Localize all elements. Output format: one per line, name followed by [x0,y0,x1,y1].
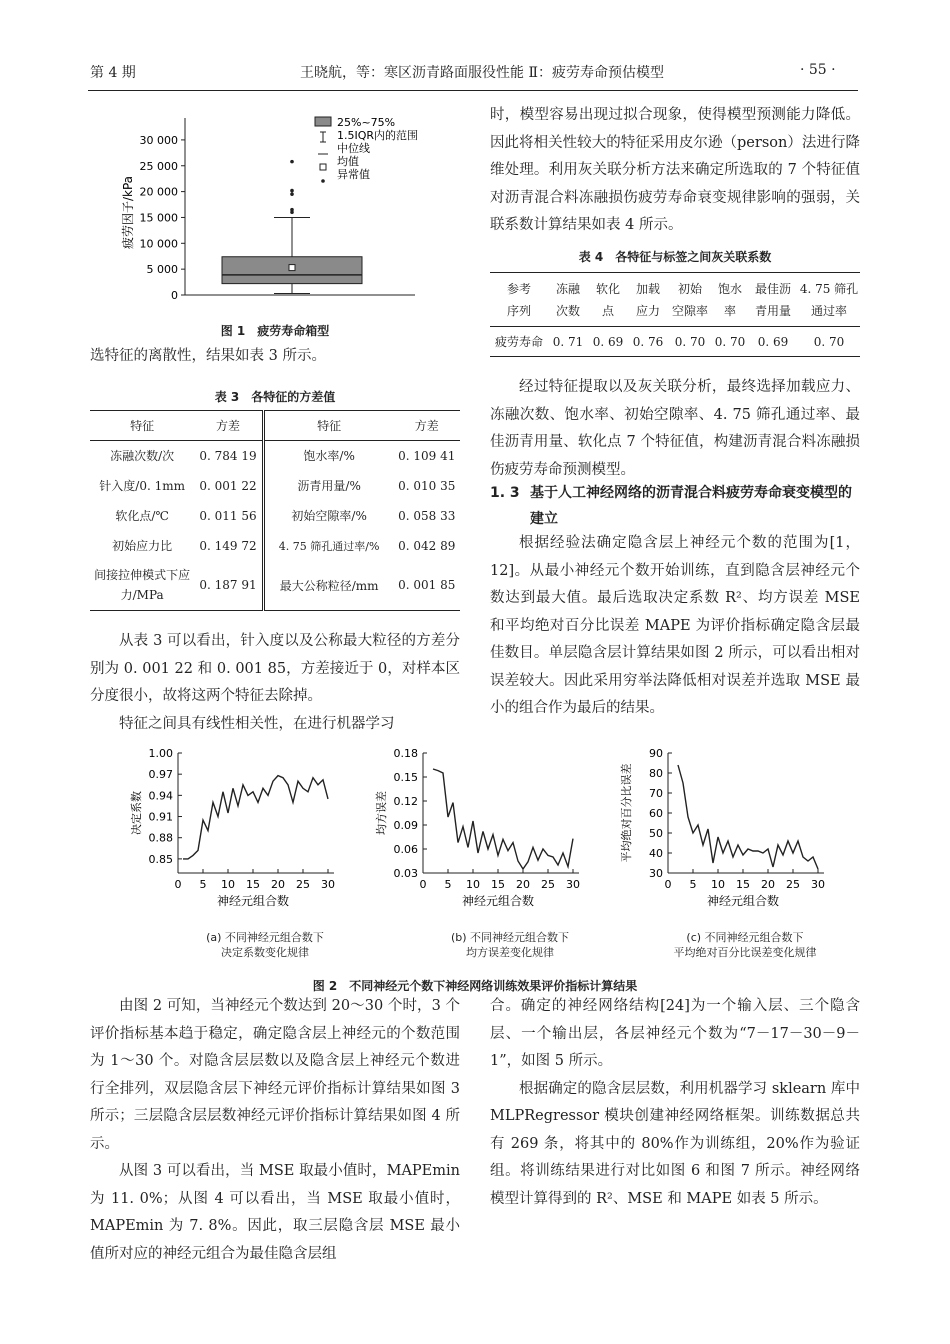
table3-cell: 0. 001 22 [194,471,263,501]
fig2-y-tick-label: 0.03 [393,867,418,880]
table4-header-line: 空隙率 [671,303,708,318]
left-paragraph-2: 从表 3 可以看出，针入度以及公称最大粒径的方差分别为 0. 001 22 和 0. 001 85，方差接近于 0，对样本区分度很小，故将这两个特征去除掉。 [90,633,460,704]
table4-cell: 0. 70 [813,334,845,349]
table-row [90,531,460,561]
fig2c-subcaption [630,930,860,960]
table3-cell: 0. 042 89 [398,538,456,553]
fig1-mean-marker [289,265,295,271]
left-text-top [90,343,460,371]
fig2-y-tick-label: 0.97 [148,768,173,782]
fig2-y-tick-label: 60 [649,807,663,820]
left-text-bottom [90,628,460,738]
section-number: 1. 3 [490,485,520,501]
fig1-legend-label: 中位线 [337,142,370,155]
fig2-y-tick-label: 0.06 [393,843,418,856]
right-paragraph-3: 根据经验法确定隐含层上神经元个数的范围为[1，12]。从最小神经元个数开始训练，直到隐含层神经元个数达到最大值。最后选取决定系数 R²、均方误差 MSE 和平均绝对百分比误差 MAPE 为评价指标确定隐含层最佳数目。单层隐含层计算结果如图 2 所示，可以看出相对误差较大。因此采用穷举法降低相对误差并选取 MSE 最小的组合作为最后的结果。 [490,535,860,716]
table4-header-line: 点 [601,303,614,318]
table4-header [548,273,588,327]
fig2-x-tick-label: 10 [466,878,480,891]
table4-cell: 疲劳寿命 [494,335,543,349]
fig2-y-tick-label: 0.12 [393,795,418,808]
table4-header-line: 通过率 [810,303,847,318]
fig2-y-axis-label: 决定系数 [130,791,143,835]
right-paragraph-1: 时，模型容易出现过拟合现象，使得模型预测能力降低。因此将相关性较大的特征采用皮尔逊（person）法进行降维处理。利用灰关联分析方法来确定所选取的 7 个特征值对沥青混合料冻融损伤疲劳寿命衰变规律影响的强弱，关联系数计算结果如表 4 所示。 [490,107,860,233]
fig2-y-tick-label: 0.09 [393,819,418,832]
bottom-right-paragraph-2: 根据确定的隐含层层数，利用机器学习 sklearn 库中 MLPRegressor 模块创建神经网络框架。训练数据总共有 269 条，将其中的 80%作为训练组，20%作为验证组。将训练结果进行对比如图 6 和图 7 所示。神经网络模型计算得到的 R²、MSE 和 MAPE 如表 5 所示。 [490,1080,860,1207]
left-paragraph-3: 特征之间具有线性相关性，在进行机器学习 [119,715,395,732]
table-row [90,561,460,611]
fig1-y-tick-label: 25 000 [139,159,178,173]
left-paragraph-1: 选特征的离散性，结果如表 3 所示。 [90,348,326,364]
header-rule [88,90,858,91]
table4-header [712,273,748,327]
fig2-y-tick-label: 0.15 [393,771,418,784]
fig1-outlier-point [290,189,294,193]
table3-cell: 最大公称粒径/mm [279,578,379,593]
table4-header [588,273,628,327]
fig1-legend-label: 1.5IQR内的范围 [337,129,419,142]
table3-cell: 0. 010 35 [398,478,456,493]
fig2-y-axis-label: 均方误差 [375,791,388,835]
fig1-legend-label: 均值 [337,155,359,168]
table4-header-line: 冻融 [555,281,580,296]
fig1-legend-mean-swatch [320,164,326,170]
right-text-middle [490,374,860,484]
table4-cell: 0. 70 [714,334,746,349]
fig1-legend-label: 25%~75% [337,116,396,129]
fig1-legend-box-swatch [315,117,331,126]
table4-header-line: 加载 [635,281,660,296]
table3-cell: 间接拉伸模式下应力/MPa [94,568,191,603]
fig1-outlier-point [290,192,294,196]
fig2-y-tick-label: 40 [649,847,663,860]
subcaption-line: 平均绝对百分比误差变化规律 [673,946,817,959]
fig2-x-tick-label: 30 [321,878,335,891]
fig2-series-line [183,776,328,859]
table3-header: 方差 [414,419,439,433]
fig1-y-axis-label: 疲劳因子/kPa [121,175,135,250]
fig2-x-tick-label: 5 [689,878,697,891]
table3-cell: 软化点/℃ [115,509,169,523]
table4-cell: 0. 69 [757,334,789,349]
table-row [90,441,460,471]
subcaption-line: 均方误差变化规律 [466,946,554,959]
fig2-x-tick-label: 25 [296,878,310,891]
table4-caption: 表 4 各特征与标签之间灰关联系数 [578,250,772,264]
table3-cell: 0. 058 33 [398,508,456,523]
fig2-x-tick-label: 10 [711,878,725,891]
fig2-x-tick-label: 15 [736,878,750,891]
table4-header-line: 初始 [677,281,702,296]
table4-header-row [490,273,860,327]
table4-cell: 0. 70 [674,334,706,349]
table3-cell: 初始应力比 [112,539,173,553]
fig2-y-tick-label: 0.91 [148,810,173,824]
table3-cell: 0. 001 85 [398,578,456,593]
fig1-y-tick-label: 15 000 [139,211,178,225]
table4-header-line: 饱水 [717,281,742,296]
fig2-x-tick-label: 0 [664,878,672,891]
fig2-x-tick-label: 0 [174,878,182,891]
table3-cell: 沥青用量/% [297,479,361,493]
table3-cell: 0. 149 72 [194,531,263,561]
fig2-y-tick-label: 0.18 [393,747,418,760]
subcaption-line: 决定系数变化规律 [221,946,309,959]
fig1-y-tick-label: 20 000 [139,185,178,199]
fig2-x-tick-label: 15 [491,878,505,891]
table3-caption: 表 3 各特征的方差值 [214,390,336,404]
right-paragraph-2: 经过特征提取以及灰关联分析，最终选择加载应力、冻融次数、饱水率、初始空隙率、4. 75 筛孔通过率、最佳沥青用量、软化点 7 个特征值，构建沥青混合料冻融损伤疲劳寿命预测模型。 [490,379,860,478]
table3-cell: 4. 75 筛孔通过率/% [278,539,380,553]
fig2-caption: 图 2 不同神经元个数下神经网络训练效果评价指标计算结果 [312,979,638,993]
table4-header-line: 4. 75 筛孔 [799,281,859,296]
running-title: 王晓航，等：寒区沥青路面服役性能 Ⅱ：疲劳寿命预估模型 [300,65,664,81]
bottom-right-paragraph-1: 合。确定的神经网络结构[24]为一个输入层、三个隐含层、一个输出层，各层神经元个数为“7－17－30－9－1”，如图 5 所示。 [490,998,860,1069]
table4-header-line: 应力 [635,303,660,318]
fig2-x-axis-label: 神经元组合数 [216,894,290,908]
fig2-x-tick-label: 25 [786,878,800,891]
table4-header-line: 序列 [506,303,531,318]
table4-header-line: 软化 [595,281,620,296]
subcaption-line: (c) 不同神经元组合数下 [686,931,804,944]
table4-header-line: 最佳沥 [754,281,791,296]
table4-cell: 0. 71 [552,334,584,349]
fig2-x-tick-label: 25 [541,878,555,891]
bottom-right-text [490,993,860,1213]
table4-header [668,273,712,327]
fig1-y-tick-label: 30 000 [139,133,178,147]
section-title: 基于人工神经网络的沥青混合料疲劳寿命衰变模型的建立 [530,485,852,527]
table4-header [798,273,860,327]
fig2-y-tick-label: 0.94 [148,789,173,803]
table3 [90,410,460,611]
fig1-y-tick-label: 0 [171,289,178,302]
fig2b-subcaption [410,930,610,960]
fig2-y-tick-label: 30 [649,867,663,880]
fig1-legend-label: 异常值 [337,168,370,181]
fig2-y-tick-label: 0.88 [148,831,173,845]
table3-header: 特征 [317,419,342,433]
fig1-outlier-point [290,208,294,212]
table-row [90,471,460,501]
table4-header [628,273,668,327]
table3-cell: 饱水率/% [303,449,355,464]
fig1-boxplot [110,105,460,315]
fig1-y-tick-label: 10 000 [139,237,178,251]
fig2-x-tick-label: 5 [444,878,452,891]
fig2-x-tick-label: 20 [761,878,775,891]
table4-header-line: 率 [723,303,736,318]
journal-issue: 第 4 期 [90,65,136,81]
table4-header-line: 青用量 [754,303,791,318]
page-number: · 55 · [800,62,836,78]
bottom-left-paragraph-2: 从图 3 可以看出，当 MSE 取最小值时，MAPEmin 为 11. 0%；从图 4 可以看出，当 MSE 取最小值时，MAPEmin 为 7. 8%。因此，取三层隐含层 MSE 最小值所对应的神经元组合为最佳隐含层组 [90,1163,460,1262]
fig2-x-axis-label: 神经元组合数 [706,894,780,908]
table3-cell: 针入度/0. 1mm [99,479,185,493]
table3-header: 方差 [194,411,263,441]
fig2-x-tick-label: 20 [516,878,530,891]
table3-cell: 0. 187 91 [194,561,263,611]
table3-cell: 初始空隙率/% [291,509,367,523]
subcaption-line: (b) 不同神经元组合数下 [450,931,570,944]
table4-header-line: 参考 [506,281,531,296]
fig2-y-tick-label: 80 [649,767,663,780]
bottom-left-text [90,993,460,1268]
table4-header [748,273,798,327]
bottom-left-paragraph-1: 由图 2 可知，当神经元个数达到 20～30 个时，3 个评价指标基本趋于稳定，确定隐含层上神经元的个数范围为 1～30 个。对隐含层层数以及隐含层上神经元个数进行全排列，双层隐含层下神经元评价指标计算结果如图 3 所示；三层隐含层层数神经元评价指标计算结果如图 4 所示。 [90,998,460,1152]
fig2-series-line [433,769,573,869]
fig1-caption: 图 1 疲劳寿命箱型 [220,324,330,338]
table4-header-line: 次数 [555,303,580,318]
fig1-y-tick-label: 5 000 [146,263,178,277]
table3-header-row [90,411,460,441]
fig2-x-tick-label: 5 [199,878,207,891]
fig2a-subcaption [170,930,360,960]
table4-cell: 0. 76 [632,334,664,349]
fig2-x-axis-label: 神经元组合数 [461,894,535,908]
fig2-y-tick-label: 90 [649,747,663,760]
table-row [490,327,860,357]
right-text-bottom [490,530,860,723]
table3-cell: 0. 784 19 [194,441,263,471]
subcaption-line: (a) 不同神经元组合数下 [206,931,324,944]
table4-header [490,273,548,327]
fig2-x-tick-label: 15 [246,878,260,891]
fig2-y-tick-label: 0.85 [148,852,173,866]
fig2-series-line [678,765,818,869]
fig2-y-tick-label: 1.00 [148,747,173,760]
table3-cell: 冻融次数/次 [110,449,175,464]
fig2-charts [100,745,860,920]
fig2-y-tick-label: 70 [649,787,663,800]
right-text-top [490,102,860,240]
fig2-y-tick-label: 50 [649,827,663,840]
fig2-x-tick-label: 20 [271,878,285,891]
fig1-outlier-point [290,160,294,164]
table4 [490,272,860,357]
fig2-x-tick-label: 10 [221,878,235,891]
table3-header: 特征 [130,419,155,433]
fig2-x-tick-label: 30 [811,878,825,891]
table3-cell: 0. 109 41 [398,448,456,463]
table3-cell: 0. 011 56 [194,501,263,531]
fig1-legend-outlier-swatch [321,179,325,183]
table-row [90,501,460,531]
fig2-x-tick-label: 0 [419,878,427,891]
fig2-y-axis-label: 平均绝对百分比误差 [620,763,633,863]
fig2-x-tick-label: 30 [566,878,580,891]
table4-cell: 0. 69 [592,334,624,349]
